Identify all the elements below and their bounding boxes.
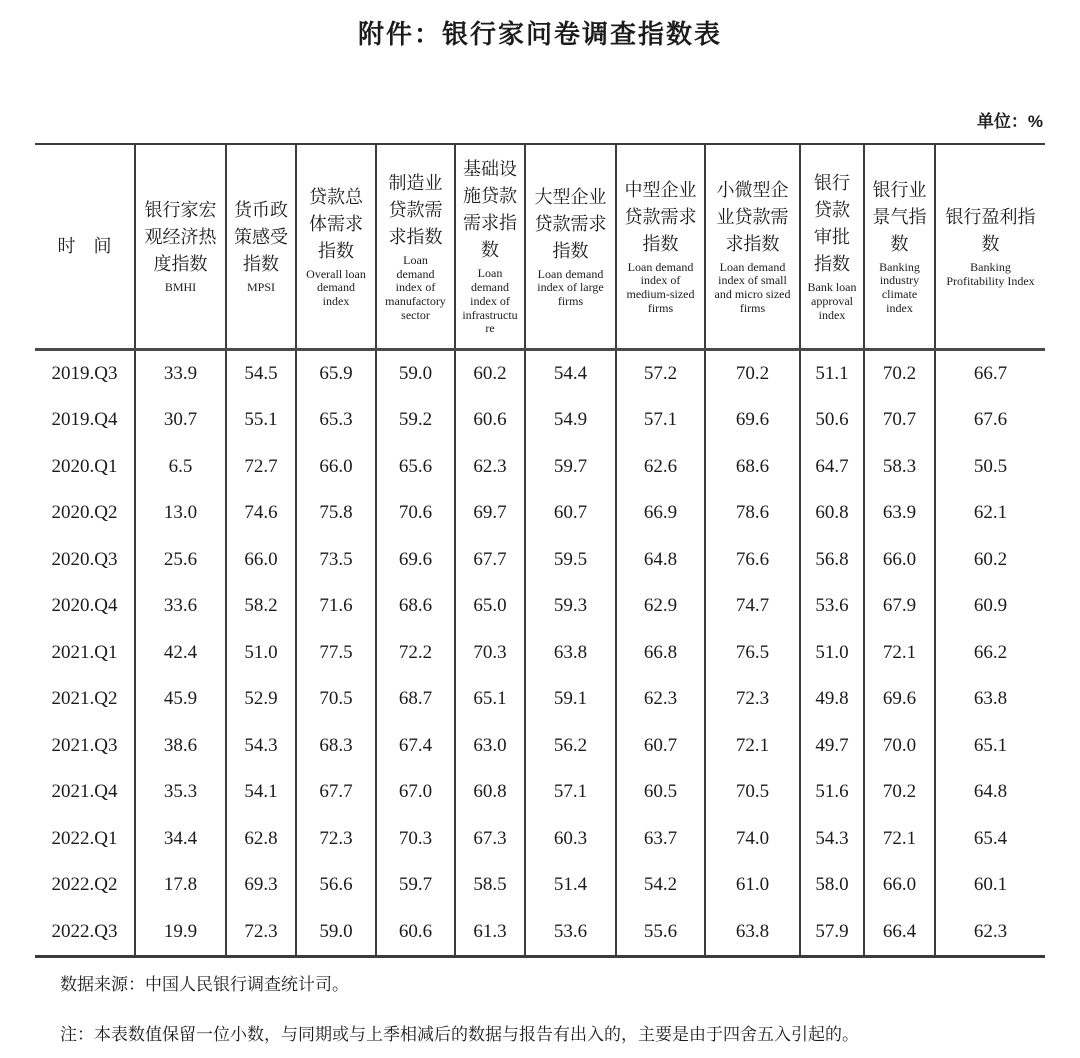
value-cell: 50.5 bbox=[935, 444, 1045, 491]
value-cell: 69.3 bbox=[226, 862, 296, 909]
value-cell: 65.4 bbox=[935, 816, 1045, 863]
value-cell: 59.5 bbox=[525, 537, 616, 584]
period-cell: 2021.Q4 bbox=[51, 781, 118, 803]
value-cell: 57.1 bbox=[616, 397, 705, 444]
period-cell: 2022.Q2 bbox=[51, 874, 118, 896]
period-cell: 2020.Q3 bbox=[51, 548, 118, 570]
column-header-5 bbox=[455, 144, 525, 349]
value-cell: 56.8 bbox=[800, 537, 864, 584]
value-cell: 57.2 bbox=[616, 349, 705, 397]
value-cell: 53.6 bbox=[800, 583, 864, 630]
column-header-zh: 大型企业贷款需求指数 bbox=[534, 186, 607, 261]
value-cell: 66.0 bbox=[296, 444, 376, 491]
value-cell: 56.2 bbox=[525, 723, 616, 770]
table-row bbox=[35, 862, 1045, 909]
table-row bbox=[35, 583, 1045, 630]
column-header-en: BMHI bbox=[164, 280, 197, 295]
value-cell: 67.4 bbox=[376, 723, 455, 770]
value-cell: 54.1 bbox=[226, 769, 296, 816]
value-cell: 51.4 bbox=[525, 862, 616, 909]
value-cell: 72.3 bbox=[296, 816, 376, 863]
column-header-en: Banking industry climate index bbox=[879, 259, 920, 316]
column-header-time bbox=[35, 144, 135, 349]
value-cell: 54.5 bbox=[226, 349, 296, 397]
column-header-4 bbox=[376, 144, 455, 349]
value-cell: 63.0 bbox=[455, 723, 525, 770]
value-cell: 57.1 bbox=[525, 769, 616, 816]
column-header-9 bbox=[800, 144, 864, 349]
table-row bbox=[35, 676, 1045, 723]
value-cell: 51.1 bbox=[800, 349, 864, 397]
value-cell: 67.9 bbox=[864, 583, 935, 630]
value-cell: 68.7 bbox=[376, 676, 455, 723]
value-cell: 45.9 bbox=[135, 676, 226, 723]
value-cell: 63.8 bbox=[935, 676, 1045, 723]
period-cell: 2021.Q2 bbox=[51, 688, 118, 710]
table-row bbox=[35, 630, 1045, 677]
value-cell: 59.1 bbox=[525, 676, 616, 723]
column-header-2 bbox=[226, 144, 296, 349]
column-header-zh: 货币政策感受指数 bbox=[234, 200, 288, 275]
value-cell: 63.8 bbox=[705, 909, 800, 957]
value-cell: 25.6 bbox=[135, 537, 226, 584]
value-cell: 72.3 bbox=[705, 676, 800, 723]
value-cell: 67.0 bbox=[376, 769, 455, 816]
value-cell: 70.6 bbox=[376, 490, 455, 537]
value-cell: 59.0 bbox=[296, 909, 376, 957]
value-cell: 68.6 bbox=[705, 444, 800, 491]
table-row bbox=[35, 490, 1045, 537]
column-header-10 bbox=[864, 144, 935, 349]
value-cell: 69.6 bbox=[376, 537, 455, 584]
value-cell: 64.8 bbox=[935, 769, 1045, 816]
value-cell: 72.1 bbox=[864, 816, 935, 863]
column-header-6 bbox=[525, 144, 616, 349]
value-cell: 62.3 bbox=[616, 676, 705, 723]
value-cell: 72.1 bbox=[864, 630, 935, 677]
column-header-zh: 制造业贷款需求指数 bbox=[388, 172, 443, 247]
value-cell: 69.7 bbox=[455, 490, 525, 537]
value-cell: 70.7 bbox=[864, 397, 935, 444]
value-cell: 70.2 bbox=[705, 349, 800, 397]
value-cell: 73.5 bbox=[296, 537, 376, 584]
value-cell: 65.9 bbox=[296, 349, 376, 397]
period-cell: 2022.Q1 bbox=[51, 827, 118, 849]
value-cell: 58.5 bbox=[455, 862, 525, 909]
column-header-en: Overall loan demand index bbox=[306, 266, 366, 309]
value-cell: 60.2 bbox=[455, 349, 525, 397]
value-cell: 33.6 bbox=[135, 583, 226, 630]
value-cell: 70.3 bbox=[455, 630, 525, 677]
value-cell: 60.6 bbox=[455, 397, 525, 444]
survey-index-table bbox=[35, 143, 1045, 958]
value-cell: 6.5 bbox=[135, 444, 226, 491]
value-cell: 60.5 bbox=[616, 769, 705, 816]
value-cell: 54.9 bbox=[525, 397, 616, 444]
data-source-note: 数据来源：中国人民银行调查统计司。 bbox=[60, 975, 349, 994]
value-cell: 64.8 bbox=[616, 537, 705, 584]
column-header-7 bbox=[616, 144, 705, 349]
table-row bbox=[35, 444, 1045, 491]
value-cell: 65.6 bbox=[376, 444, 455, 491]
value-cell: 61.0 bbox=[705, 862, 800, 909]
value-cell: 56.6 bbox=[296, 862, 376, 909]
value-cell: 17.8 bbox=[135, 862, 226, 909]
column-header-en: Loan demand index of medium-sized firms bbox=[626, 259, 695, 316]
value-cell: 57.9 bbox=[800, 909, 864, 957]
value-cell: 70.2 bbox=[864, 349, 935, 397]
value-cell: 52.9 bbox=[226, 676, 296, 723]
value-cell: 49.7 bbox=[800, 723, 864, 770]
column-header-en: Loan demand index of infrastructure bbox=[462, 266, 518, 336]
value-cell: 51.0 bbox=[226, 630, 296, 677]
value-cell: 66.4 bbox=[864, 909, 935, 957]
value-cell: 72.7 bbox=[226, 444, 296, 491]
value-cell: 54.4 bbox=[525, 349, 616, 397]
value-cell: 62.8 bbox=[226, 816, 296, 863]
value-cell: 75.8 bbox=[296, 490, 376, 537]
column-header-en: Loan demand index of small and micro sized firms bbox=[714, 259, 791, 316]
value-cell: 66.7 bbox=[935, 349, 1045, 397]
value-cell: 62.6 bbox=[616, 444, 705, 491]
value-cell: 70.5 bbox=[296, 676, 376, 723]
value-cell: 67.7 bbox=[296, 769, 376, 816]
column-header-zh: 基础设施贷款需求指数 bbox=[463, 159, 517, 261]
table-row bbox=[35, 537, 1045, 584]
value-cell: 66.8 bbox=[616, 630, 705, 677]
value-cell: 63.7 bbox=[616, 816, 705, 863]
value-cell: 55.1 bbox=[226, 397, 296, 444]
value-cell: 59.0 bbox=[376, 349, 455, 397]
value-cell: 61.3 bbox=[455, 909, 525, 957]
value-cell: 35.3 bbox=[135, 769, 226, 816]
value-cell: 60.6 bbox=[376, 909, 455, 957]
value-cell: 59.7 bbox=[376, 862, 455, 909]
value-cell: 33.9 bbox=[135, 349, 226, 397]
value-cell: 65.1 bbox=[935, 723, 1045, 770]
value-cell: 71.6 bbox=[296, 583, 376, 630]
value-cell: 63.9 bbox=[864, 490, 935, 537]
value-cell: 59.7 bbox=[525, 444, 616, 491]
column-header-zh: 时 间 bbox=[57, 235, 112, 256]
value-cell: 65.0 bbox=[455, 583, 525, 630]
table-header-row bbox=[35, 144, 1045, 349]
value-cell: 54.3 bbox=[226, 723, 296, 770]
period-cell: 2020.Q1 bbox=[51, 455, 118, 477]
value-cell: 60.1 bbox=[935, 862, 1045, 909]
value-cell: 59.3 bbox=[525, 583, 616, 630]
value-cell: 65.1 bbox=[455, 676, 525, 723]
value-cell: 74.6 bbox=[226, 490, 296, 537]
column-header-zh: 银行业景气指数 bbox=[872, 179, 927, 254]
period-cell: 2020.Q2 bbox=[51, 502, 118, 524]
column-header-11 bbox=[935, 144, 1045, 349]
column-header-en: Bank loan approval index bbox=[807, 280, 857, 322]
table-row bbox=[35, 769, 1045, 816]
column-header-3 bbox=[296, 144, 376, 349]
value-cell: 13.0 bbox=[135, 490, 226, 537]
value-cell: 76.6 bbox=[705, 537, 800, 584]
footnote: 注：本表数值保留一位小数，与同期或与上季相减后的数据与报告有出入的，主要是由于四舍五入引起的。 bbox=[60, 1025, 859, 1044]
value-cell: 70.3 bbox=[376, 816, 455, 863]
value-cell: 66.9 bbox=[616, 490, 705, 537]
column-header-en: Loan demand index of large firms bbox=[537, 266, 604, 309]
value-cell: 72.1 bbox=[705, 723, 800, 770]
value-cell: 62.3 bbox=[935, 909, 1045, 957]
value-cell: 70.5 bbox=[705, 769, 800, 816]
period-cell: 2021.Q1 bbox=[51, 641, 118, 663]
value-cell: 62.9 bbox=[616, 583, 705, 630]
period-cell: 2022.Q3 bbox=[35, 909, 135, 957]
value-cell: 51.0 bbox=[800, 630, 864, 677]
value-cell: 63.8 bbox=[525, 630, 616, 677]
value-cell: 60.3 bbox=[525, 816, 616, 863]
value-cell: 53.6 bbox=[525, 909, 616, 957]
period-cell: 2021.Q3 bbox=[51, 734, 118, 756]
value-cell: 69.6 bbox=[864, 676, 935, 723]
value-cell: 60.2 bbox=[935, 537, 1045, 584]
column-header-8 bbox=[705, 144, 800, 349]
value-cell: 69.6 bbox=[705, 397, 800, 444]
value-cell: 62.3 bbox=[455, 444, 525, 491]
table-row bbox=[35, 909, 1045, 957]
page-title: 附件：银行家问卷调查指数表 bbox=[357, 19, 722, 49]
value-cell: 54.3 bbox=[800, 816, 864, 863]
value-cell: 60.7 bbox=[616, 723, 705, 770]
value-cell: 66.0 bbox=[226, 537, 296, 584]
value-cell: 19.9 bbox=[135, 909, 226, 957]
value-cell: 66.0 bbox=[864, 862, 935, 909]
column-header-en: Loan demand index of manufactory sector bbox=[385, 252, 446, 322]
value-cell: 74.7 bbox=[705, 583, 800, 630]
period-cell: 2019.Q3 bbox=[51, 362, 118, 384]
value-cell: 54.2 bbox=[616, 862, 705, 909]
value-cell: 67.7 bbox=[455, 537, 525, 584]
value-cell: 60.7 bbox=[525, 490, 616, 537]
value-cell: 68.3 bbox=[296, 723, 376, 770]
value-cell: 58.2 bbox=[226, 583, 296, 630]
value-cell: 58.3 bbox=[864, 444, 935, 491]
period-cell: 2020.Q4 bbox=[51, 595, 118, 617]
value-cell: 55.6 bbox=[616, 909, 705, 957]
value-cell: 70.0 bbox=[864, 723, 935, 770]
value-cell: 64.7 bbox=[800, 444, 864, 491]
value-cell: 77.5 bbox=[296, 630, 376, 677]
value-cell: 68.6 bbox=[376, 583, 455, 630]
value-cell: 34.4 bbox=[135, 816, 226, 863]
value-cell: 66.0 bbox=[864, 537, 935, 584]
column-header-zh: 贷款总体需求指数 bbox=[309, 186, 363, 261]
column-header-en: MPSI bbox=[246, 280, 275, 295]
value-cell: 42.4 bbox=[135, 630, 226, 677]
value-cell: 67.3 bbox=[455, 816, 525, 863]
value-cell: 38.6 bbox=[135, 723, 226, 770]
value-cell: 70.2 bbox=[864, 769, 935, 816]
value-cell: 67.6 bbox=[935, 397, 1045, 444]
value-cell: 72.3 bbox=[226, 909, 296, 957]
value-cell: 50.6 bbox=[800, 397, 864, 444]
column-header-zh: 小微型企业贷款需求指数 bbox=[716, 179, 789, 254]
column-header-zh: 银行盈利指数 bbox=[945, 206, 1036, 254]
table-row bbox=[35, 397, 1045, 444]
value-cell: 49.8 bbox=[800, 676, 864, 723]
column-header-zh: 银行贷款审批指数 bbox=[814, 173, 850, 275]
value-cell: 60.8 bbox=[455, 769, 525, 816]
value-cell: 62.1 bbox=[935, 490, 1045, 537]
table-row bbox=[35, 816, 1045, 863]
value-cell: 51.6 bbox=[800, 769, 864, 816]
column-header-en: Banking Profitability Index bbox=[946, 259, 1035, 288]
value-cell: 76.5 bbox=[705, 630, 800, 677]
value-cell: 30.7 bbox=[135, 397, 226, 444]
table-row bbox=[35, 723, 1045, 770]
value-cell: 60.8 bbox=[800, 490, 864, 537]
value-cell: 59.2 bbox=[376, 397, 455, 444]
value-cell: 78.6 bbox=[705, 490, 800, 537]
column-header-zh: 银行家宏观经济热度指数 bbox=[144, 200, 217, 275]
value-cell: 74.0 bbox=[705, 816, 800, 863]
value-cell: 58.0 bbox=[800, 862, 864, 909]
value-cell: 60.9 bbox=[935, 583, 1045, 630]
table-row bbox=[35, 349, 1045, 397]
value-cell: 66.2 bbox=[935, 630, 1045, 677]
unit-label: 单位：% bbox=[976, 112, 1043, 131]
column-header-zh: 中型企业贷款需求指数 bbox=[624, 179, 697, 254]
value-cell: 72.2 bbox=[376, 630, 455, 677]
value-cell: 65.3 bbox=[296, 397, 376, 444]
period-cell: 2019.Q4 bbox=[51, 409, 118, 431]
column-header-1 bbox=[135, 144, 226, 349]
